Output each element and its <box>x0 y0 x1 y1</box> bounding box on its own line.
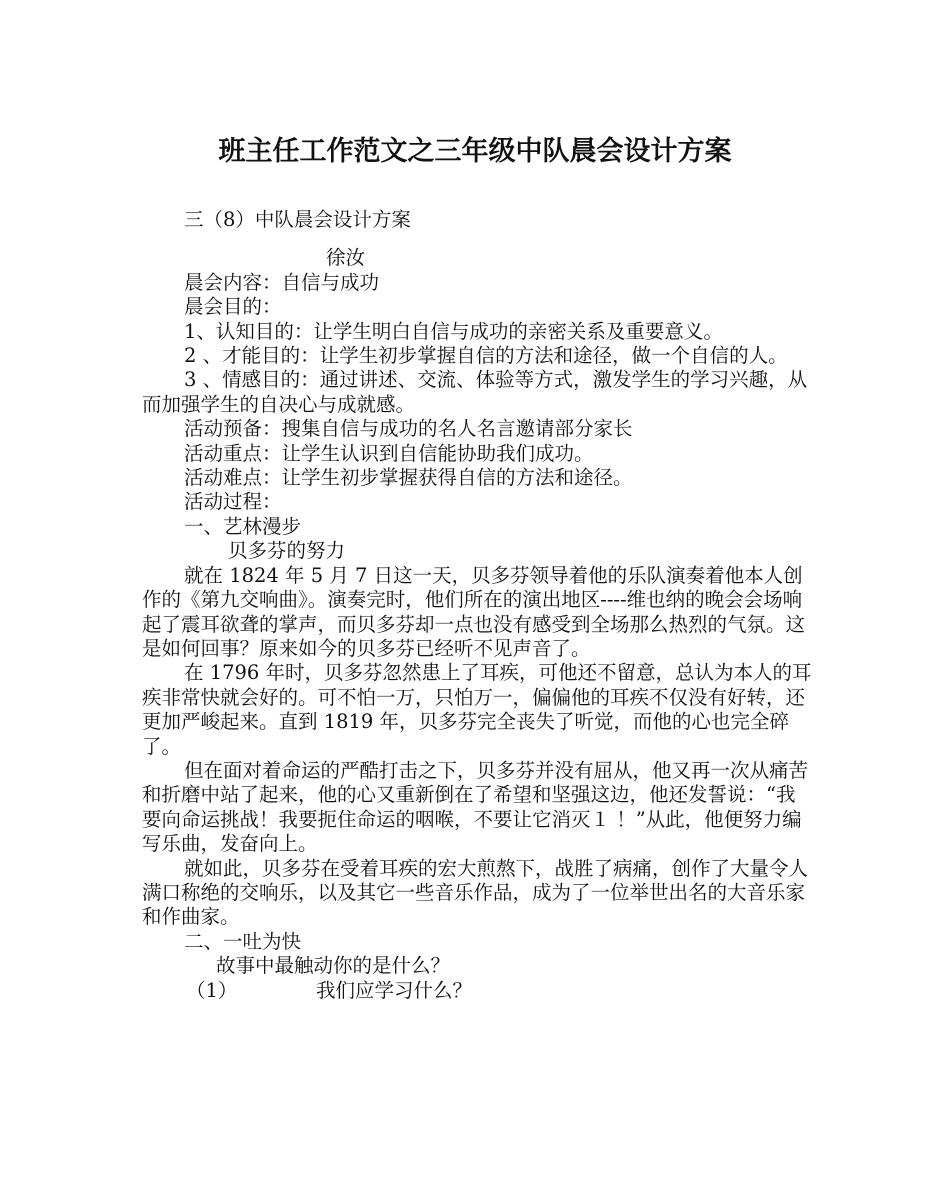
story-paragraph-2: 在 1796 年时，贝多芬忽然患上了耳疾，可他还不留意，总认为本人的耳疾非常快就会好的。可不怕一万，只怕万一，偏偏他的耳疾不仅没有好转，还更加严峻起来。直到 1819 年，贝多芬完全丧失了听觉，而他的心也完全碎了。 <box>142 661 812 758</box>
story-paragraph-4: 就如此，贝多芬在受着耳疾的宏大煎熬下，战胜了病痛，创作了大量令人满口称绝的交响乐，以及其它一些音乐作品，成为了一位举世出名的大音乐家和作曲家。 <box>142 856 809 929</box>
question-2-text: 我们应学习什么？ <box>316 978 473 1002</box>
plan-subtitle: 三（8）中队晨会设计方案 <box>184 208 411 231</box>
section-2-heading: 二、一吐为快 <box>184 929 302 953</box>
question-2-number: （1） <box>186 978 238 1002</box>
goal-1: 1、认知目的：让学生明白自信与成功的亲密关系及重要意义。 <box>184 319 723 343</box>
goal-heading: 晨会目的： <box>184 295 282 319</box>
author-name: 徐汝 <box>326 246 366 270</box>
activity-process: 活动过程： <box>184 490 282 514</box>
story-paragraph-3: 但在面对着命运的严酷打击之下，贝多芬并没有屈从，他又再一次从痛苦和折磨中站了起来，他的心又重新倒在了希望和坚强这边，他还发誓说：“我要向命运挑战！我要扼住命运的咽喉，不要让它消灭１ ！”从此，他便努力编写乐曲，发奋向上。 <box>142 758 809 856</box>
goal-3: 3 、情感目的：通过讲述、交流、体验等方式，激发学生的学习兴趣，从而加强学生的自决心与成就感。 <box>142 368 808 416</box>
document-title: 班主任工作范文之三年级中队晨会设计方案 <box>218 136 732 167</box>
activity-difficulty: 活动难点：让学生初步掌握获得自信的方法和途径。 <box>184 466 633 490</box>
activity-prep: 活动预备：搜集自信与成功的名人名言邀请部分家长 <box>184 417 633 441</box>
goal-2: 2 、才能目的：让学生初步掌握自信的方法和途径，做一个自信的人。 <box>184 344 788 368</box>
section-1-heading: 一、艺林漫步 <box>184 514 302 538</box>
activity-key-point: 活动重点：让学生认识到自信能协助我们成功。 <box>184 441 594 465</box>
document-body <box>142 208 812 1003</box>
question-2 <box>142 979 812 1003</box>
content-line: 晨会内容：自信与成功 <box>184 270 380 294</box>
story-title: 贝多芬的努力 <box>228 539 346 563</box>
story-paragraph-1: 就在 1824 年 5 月 7 日这一天，贝多芬领导着他的乐队演奏着他本人创作的《第九交响曲》。演奏完时，他们所在的演出地区----维也纳的晚会会场响起了震耳欲聋的掌声，而贝多芬却一点也没有感受到全场那么热烈的气氛。这是如何回事？原来如今的贝多芬已经听不见声音了。 <box>142 563 806 660</box>
question-1: 故事中最触动你的是什么？ <box>216 954 451 978</box>
